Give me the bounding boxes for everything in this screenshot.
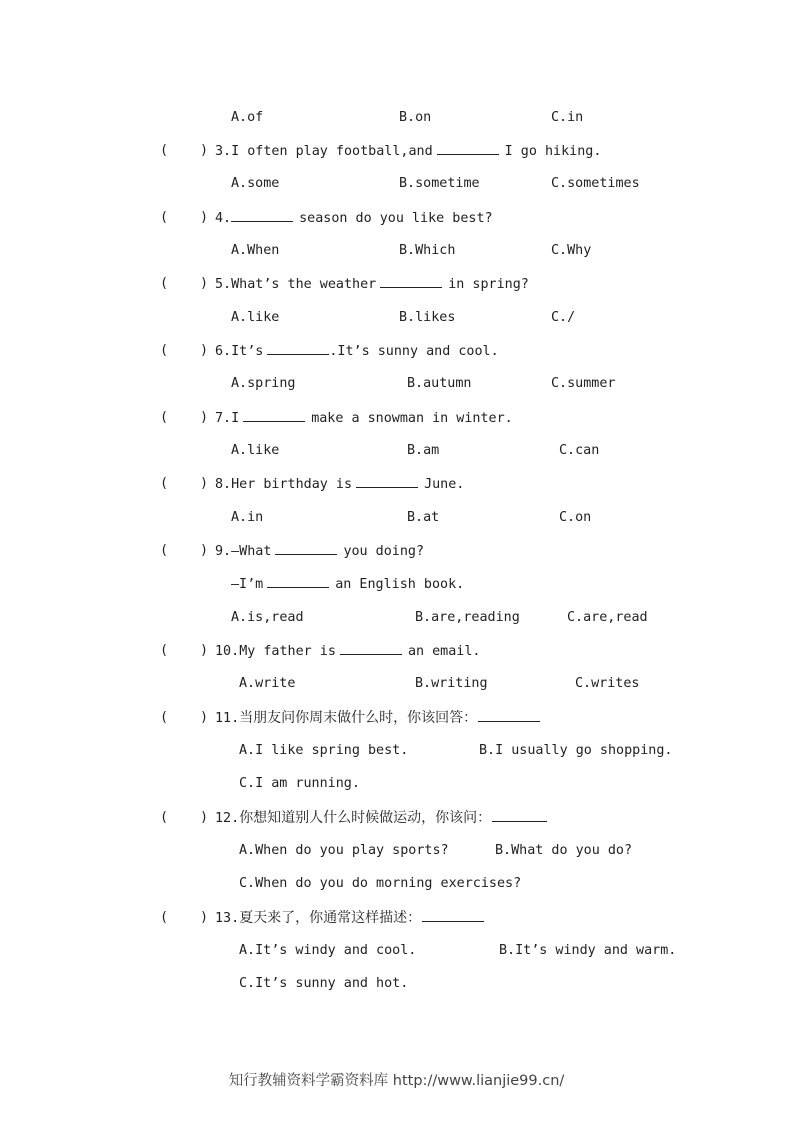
q3-option-b: B.sometime	[399, 176, 480, 191]
q6-option-c: C.summer	[551, 376, 616, 391]
q8-option-b: B.at	[407, 510, 440, 525]
q13-stem: 13.夏天来了，你通常这样描述：	[215, 907, 490, 930]
q7-option-a: A.like	[231, 443, 280, 458]
q7-stem: 7.I make a snowman in winter.	[215, 407, 513, 430]
q8-option-c: C.on	[559, 510, 592, 525]
q9-stem-second-line: —I’m an English book.	[231, 573, 464, 596]
q12-stem: 12.你想知道别人什么时候做运动，你该问：	[215, 807, 553, 830]
q12-option-c: C.When do you do morning exercises?	[239, 876, 522, 891]
q13-option-c: C.It’s sunny and hot.	[239, 976, 409, 991]
answer-paren[interactable]: ( )	[160, 143, 209, 158]
fill-blank[interactable]	[492, 807, 547, 822]
fill-blank[interactable]	[422, 907, 484, 922]
q12-option-a: A.When do you play sports?	[239, 843, 449, 858]
q9-option-c: C.are,read	[567, 610, 648, 625]
q6-option-b: B.autumn	[407, 376, 472, 391]
q11-option-b: B.I usually go shopping.	[479, 743, 673, 758]
fill-blank[interactable]	[243, 407, 305, 422]
q3-option-a: A.some	[231, 176, 280, 191]
fill-blank[interactable]	[340, 640, 402, 655]
q9-stem: 9.—What you doing?	[215, 540, 424, 563]
q4-option-b: B.Which	[399, 243, 456, 258]
answer-paren[interactable]: ( )	[160, 710, 209, 725]
fill-blank[interactable]	[231, 207, 293, 222]
q6-option-a: A.spring	[231, 376, 296, 391]
q3-stem: 3.I often play football,and I go hiking.	[215, 140, 601, 163]
q10-stem: 10.My father is an email.	[215, 640, 481, 663]
fill-blank[interactable]	[267, 340, 329, 355]
q5-stem: 5.What’s the weather in spring?	[215, 273, 529, 296]
answer-paren[interactable]: ( )	[160, 543, 209, 558]
q5-option-b: B.likes	[399, 310, 456, 325]
q11-stem: 11.当朋友问你周末做什么时，你该回答：	[215, 707, 546, 730]
answer-paren[interactable]: ( )	[160, 276, 209, 291]
q3-option-c: C.sometimes	[551, 176, 640, 191]
answer-paren[interactable]: ( )	[160, 343, 209, 358]
q9-option-a: A.is,read	[231, 610, 304, 625]
answer-paren[interactable]: ( )	[160, 910, 209, 925]
answer-paren[interactable]: ( )	[160, 410, 209, 425]
fill-blank[interactable]	[478, 707, 540, 722]
footer-source: 知行教辅资料学霸资料库 http://www.lianjie99.cn/	[228, 1073, 565, 1089]
q10-option-b: B.writing	[415, 676, 488, 691]
fill-blank[interactable]	[437, 140, 499, 155]
q7-option-c: C.can	[559, 443, 600, 458]
q13-option-a: A.It’s windy and cool.	[239, 943, 417, 958]
q10-option-c: C.writes	[575, 676, 640, 691]
q6-stem: 6.It’s .It’s sunny and cool.	[215, 340, 499, 363]
answer-paren[interactable]: ( )	[160, 210, 209, 225]
q2-option-b: B.on	[399, 110, 432, 125]
q8-option-a: A.in	[231, 510, 264, 525]
q4-option-a: A.When	[231, 243, 280, 258]
fill-blank[interactable]	[356, 473, 418, 488]
q12-option-b: B.What do you do?	[495, 843, 633, 858]
q10-option-a: A.write	[239, 676, 296, 691]
q2-option-a: A.of	[231, 110, 264, 125]
q5-option-a: A.like	[231, 310, 280, 325]
q7-option-b: B.am	[407, 443, 440, 458]
answer-paren[interactable]: ( )	[160, 476, 209, 491]
q9-option-b: B.are,reading	[415, 610, 520, 625]
q4-stem: 4. season do you like best?	[215, 207, 493, 230]
answer-paren[interactable]: ( )	[160, 643, 209, 658]
q13-option-b: B.It’s windy and warm.	[499, 943, 677, 958]
q4-option-c: C.Why	[551, 243, 592, 258]
answer-paren[interactable]: ( )	[160, 810, 209, 825]
fill-blank[interactable]	[380, 273, 442, 288]
q2-option-c: C.in	[551, 110, 584, 125]
q8-stem: 8.Her birthday is June.	[215, 473, 464, 496]
q11-option-a: A.I like spring best.	[239, 743, 409, 758]
fill-blank[interactable]	[267, 573, 329, 588]
q11-option-c: C.I am running.	[239, 776, 360, 791]
q5-option-c: C./	[551, 310, 576, 325]
fill-blank[interactable]	[275, 540, 337, 555]
